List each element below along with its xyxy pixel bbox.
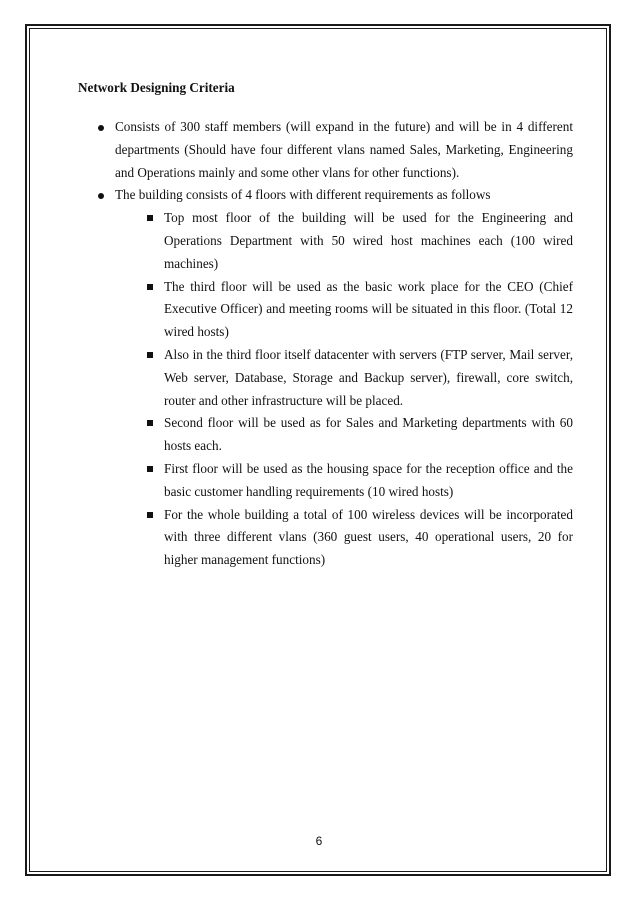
bullet-square-icon: [147, 284, 153, 290]
criteria-list: [78, 116, 573, 572]
sub-list-item-text: Also in the third floor itself datacenter with servers (FTP server, Mail server, Web server, Database, Storage and Backup server), firewall, core switch, router and other infrastructure will be placed.: [164, 346, 573, 408]
bullet-dot-icon: [98, 125, 104, 131]
sub-list-item: [78, 504, 573, 572]
sub-list-item-text: For the whole building a total of 100 wireless devices will be incorporated with three different vlans (360 guest users, 40 operational users, 20 for higher management functions): [164, 506, 573, 568]
bullet-square-icon: [147, 215, 153, 221]
list-item: [78, 116, 573, 184]
sub-list-item: [78, 344, 573, 412]
floor-requirements-list: [115, 207, 573, 572]
sub-list-item-text: Top most floor of the building will be used for the Engineering and Operations Department with 50 wired host machines each (100 wired machines): [164, 210, 573, 271]
document-body: [78, 78, 573, 572]
list-item-text: The building consists of 4 floors with different requirements as follows: [115, 187, 491, 203]
sub-list-item-text: First floor will be used as the housing space for the reception office and the basic customer handling requirements (10 wired hosts): [164, 460, 573, 499]
sub-list-item: [78, 207, 573, 275]
sub-list-item-text: The third floor will be used as the basic work place for the CEO (Chief Executive Officer) and meeting rooms will be situated in this floor. (Total 12 wired hosts): [164, 278, 573, 340]
list-item: [78, 184, 573, 572]
bullet-dot-icon: [98, 193, 104, 199]
page-number: 6: [315, 834, 323, 848]
sub-list-item: [78, 458, 573, 504]
section-heading: Network Designing Criteria: [78, 80, 235, 95]
sub-list-item: [78, 412, 573, 458]
list-item-text: Consists of 300 staff members (will expand in the future) and will be in 4 different departments (Should have four different vlans named Sales, Marketing, Engineering and Operations mainly and some other vlans for other functions).: [115, 119, 573, 180]
sub-list-item: [78, 276, 573, 344]
bullet-square-icon: [147, 466, 153, 472]
bullet-square-icon: [147, 420, 153, 426]
bullet-square-icon: [147, 512, 153, 518]
bullet-square-icon: [147, 352, 153, 358]
sub-list-item-text: Second floor will be used as for Sales and Marketing departments with 60 hosts each.: [164, 415, 573, 454]
